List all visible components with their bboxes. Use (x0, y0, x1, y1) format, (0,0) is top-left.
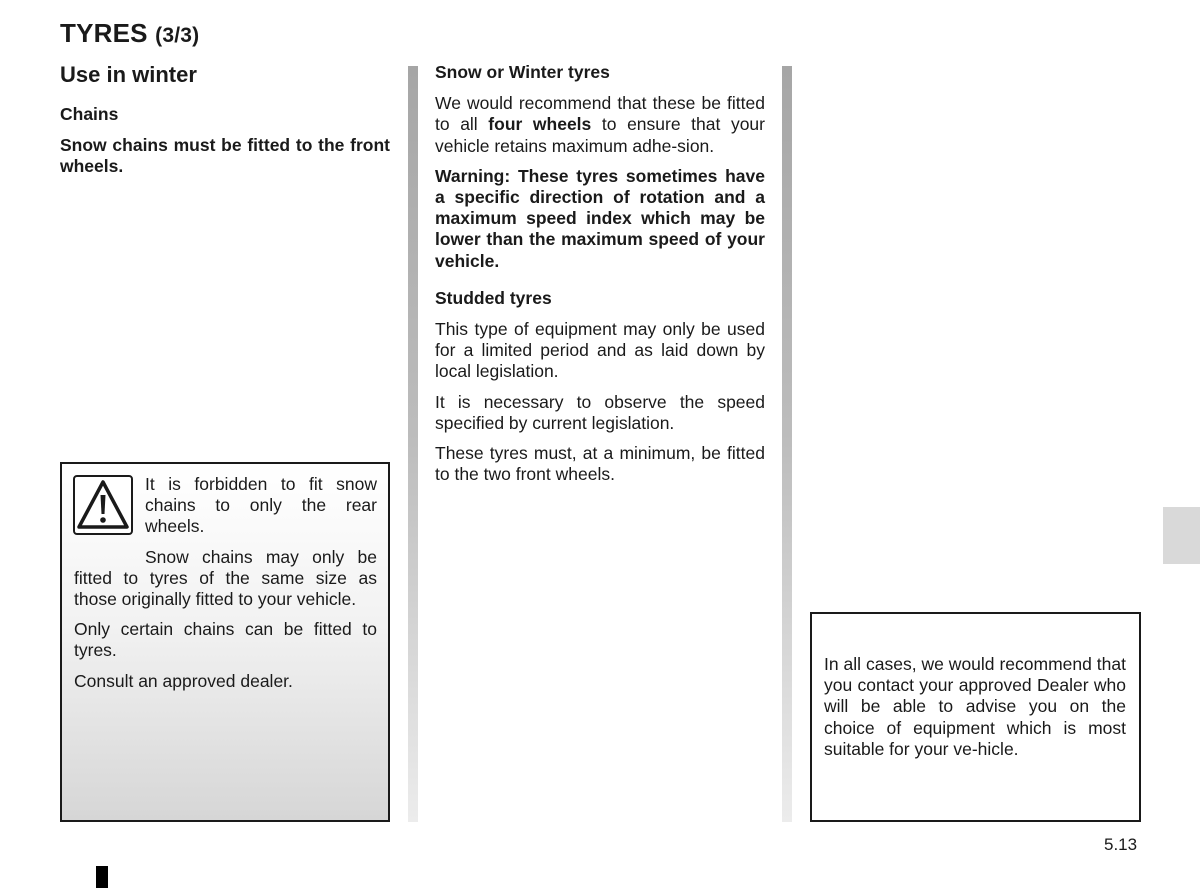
page-title-suffix: (3/3) (155, 24, 200, 47)
studded-tyres-text-3: These tyres must, at a minimum, be fitted to the two front wheels. (435, 443, 765, 485)
column-divider-right (782, 66, 792, 822)
winter-tyres-text-end: to ensure that your vehicle retains maximum adhe-sion. (435, 114, 765, 156)
warning-text-2: Snow chains may only be fitted to tyres of the same size as those originally fitted to your vehicle. (74, 546, 377, 610)
crop-mark (96, 866, 108, 888)
winter-tyres-text-emphasis: four wheels (488, 114, 592, 135)
chapter-tab (1163, 507, 1200, 564)
winter-tyres-heading: Snow or Winter tyres (435, 62, 610, 82)
page-title (60, 18, 199, 49)
warning-text-3: Only certain chains can be fitted to tyres. (74, 619, 377, 661)
page-title-main: TYRES (60, 18, 148, 48)
column-tyres (435, 62, 765, 494)
warning-text-4: Consult an approved dealer. (74, 670, 293, 691)
studded-tyres-text-1: This type of equipment may only be used for a limited period and as laid down by local legislation. (435, 319, 765, 382)
column-divider-left (408, 66, 418, 822)
page-number: 5.13 (1104, 835, 1138, 854)
winter-tyres-text (435, 93, 765, 157)
info-box-text: In all cases, we would recommend that you contact your approved Dealer who will be able to advise you on the choice of equipment which is most suitable for your ve-hicle. (824, 654, 1126, 759)
info-box (810, 612, 1141, 822)
warning-box (60, 462, 390, 822)
section-title: Use in winter (60, 62, 197, 87)
chains-heading: Chains (60, 104, 119, 124)
studded-tyres-text-2: It is necessary to observe the speed specified by current legislation. (435, 391, 765, 433)
winter-tyres-text-start: We would recommend that these be fitted to all (435, 93, 765, 135)
studded-tyres-heading: Studded tyres (435, 287, 552, 308)
column-chains (60, 104, 390, 187)
chains-text: Snow chains must be fitted to the front wheels. (60, 135, 390, 177)
winter-tyres-warning: Warning: These tyres sometimes have a specific direction of rotation and a maximum speed index which may be lower than the maximum speed of your vehicle. (435, 165, 765, 271)
warning-text-1: It is forbidden to fit snow chains to only the rear wheels. (145, 474, 377, 537)
